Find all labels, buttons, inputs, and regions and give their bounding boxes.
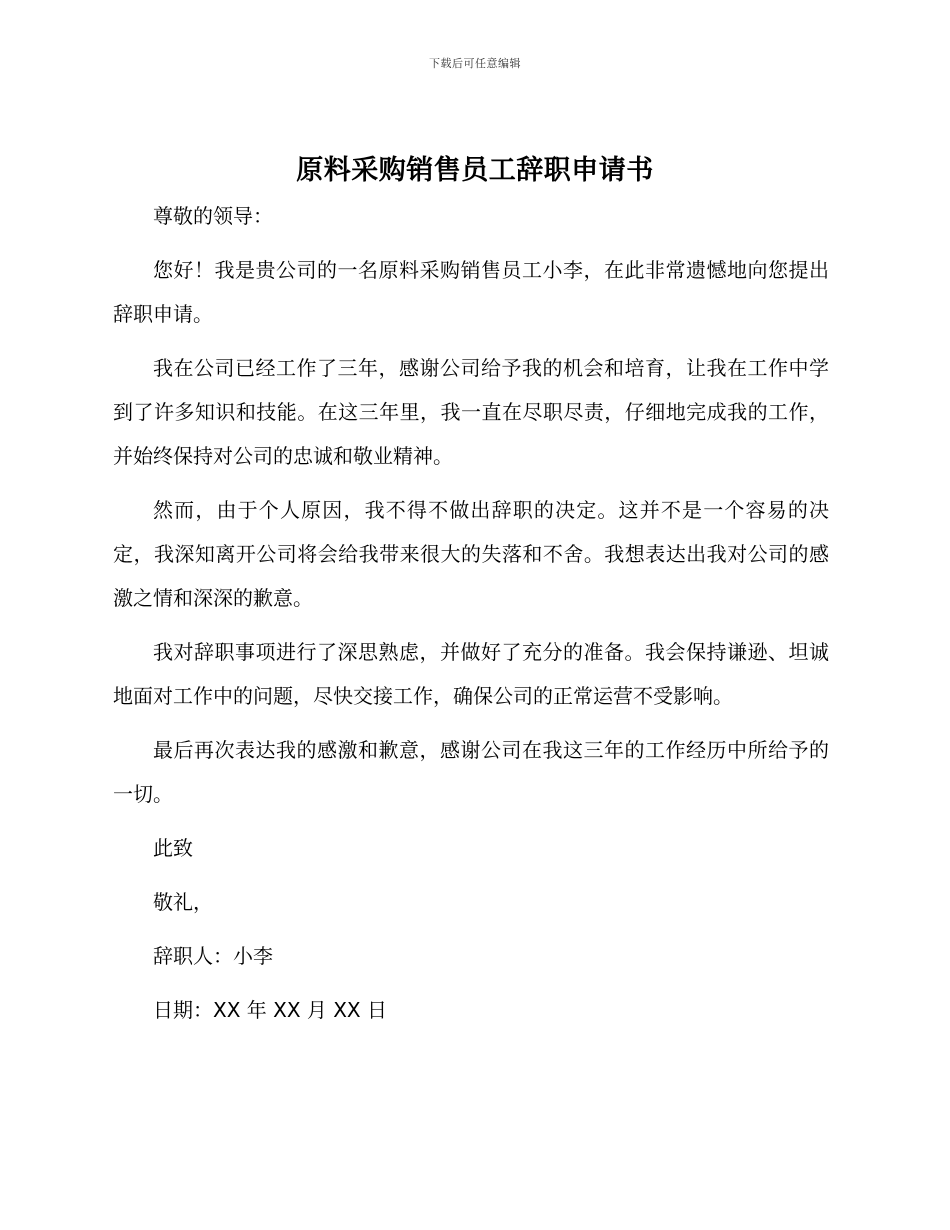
- paragraph-5: 最后再次表达我的感激和歉意，感谢公司在我这三年的工作经历中所给予的一切。: [113, 738, 829, 806]
- signer: 辞职人：小李: [153, 944, 273, 968]
- paragraph-2: 我在公司已经工作了三年，感谢公司给予我的机会和培育，让我在工作中学到了许多知识和技能。在这三年里，我一直在尽职尽责，仔细地完成我的工作，并始终保持对公司的忠诚和敬业精神。: [113, 356, 829, 468]
- salutation: 尊敬的领导：: [153, 204, 273, 228]
- closing-line-1: 此致: [153, 836, 193, 860]
- paragraph-3: 然而，由于个人原因，我不得不做出辞职的决定。这并不是一个容易的决定，我深知离开公司将会给我带来很大的失落和不舍。我想表达出我对公司的感激之情和深深的歉意。: [113, 498, 829, 610]
- paragraph-1: 您好！我是贵公司的一名原料采购销售员工小李，在此非常遗憾地向您提出辞职申请。: [113, 258, 829, 326]
- document-title: 原料采购销售员工辞职申请书: [296, 155, 654, 186]
- header-note: 下载后可任意编辑: [429, 57, 521, 70]
- paragraph-4: 我对辞职事项进行了深思熟虑，并做好了充分的准备。我会保持谦逊、坦诚地面对工作中的问题，尽快交接工作，确保公司的正常运营不受影响。: [113, 640, 829, 708]
- date: 日期：XX 年 XX 月 XX 日: [153, 998, 387, 1022]
- closing-line-2: 敬礼，: [153, 890, 213, 914]
- letter-body: [113, 194, 829, 1042]
